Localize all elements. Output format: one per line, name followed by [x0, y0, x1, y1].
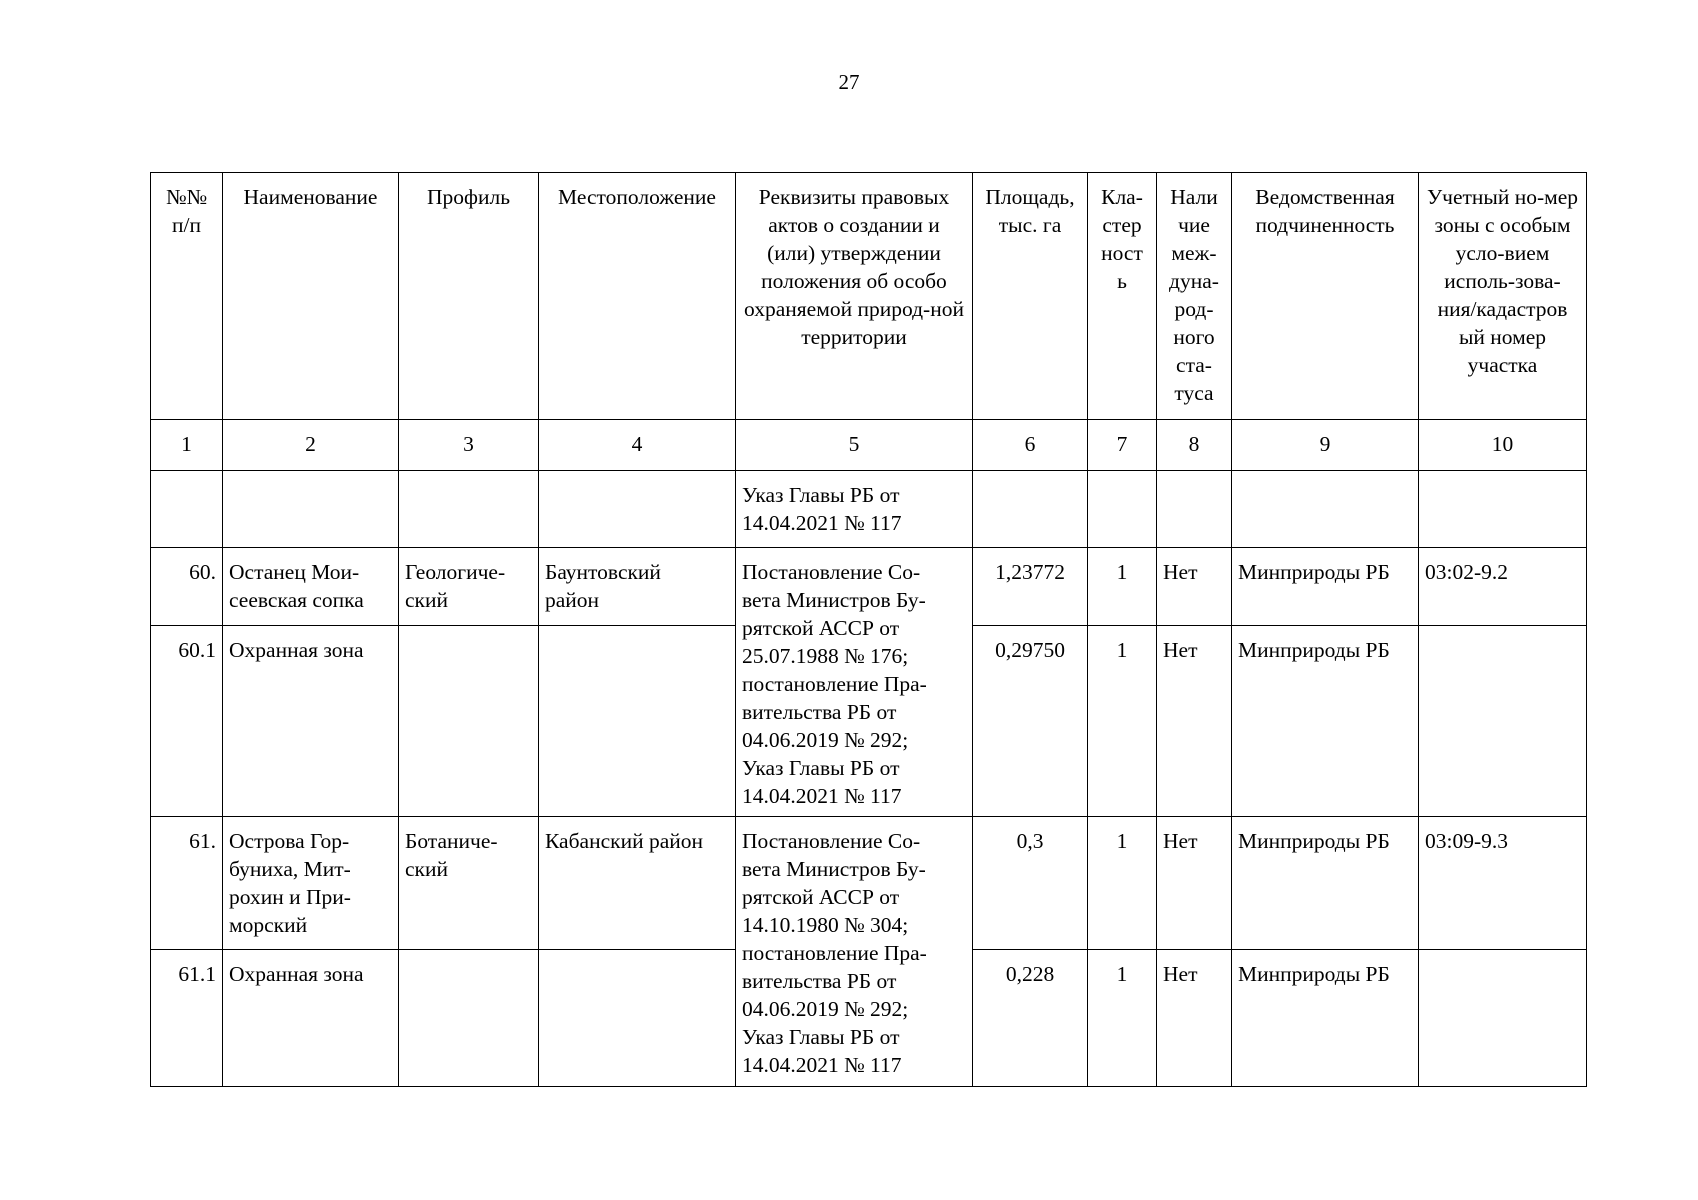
area-name: Останец Мои- сеевская сопка [223, 548, 399, 626]
empty-cell [151, 471, 223, 548]
area-profile [399, 626, 539, 817]
table-row-60 [151, 548, 1587, 626]
cluster-count: 1 [1088, 626, 1157, 817]
column-number: 7 [1088, 420, 1157, 471]
department: Минприроды РБ [1232, 950, 1419, 1087]
empty-cell [1088, 471, 1157, 548]
column-number-row [151, 420, 1587, 471]
row-number: 60.1 [151, 626, 223, 817]
empty-cell [223, 471, 399, 548]
header-cell-num: №№ п/п [151, 173, 223, 420]
column-number: 3 [399, 420, 539, 471]
protected-areas-table [150, 172, 1587, 1087]
registration-number: 03:09-9.3 [1419, 817, 1587, 950]
intl-status: Нет [1157, 548, 1232, 626]
header-cell-registration-number: Учетный но-мер зоны с особым усло-вием исполь-зова-ния/кадастров ый номер участка [1419, 173, 1587, 420]
row-number: 61. [151, 817, 223, 950]
table-header-row [151, 173, 1587, 420]
department: Минприроды РБ [1232, 626, 1419, 817]
registration-number [1419, 626, 1587, 817]
legal-acts-cell: Указ Главы РБ от 14.04.2021 № 117 [736, 471, 973, 548]
area-profile [399, 950, 539, 1087]
area-size: 0,29750 [973, 626, 1088, 817]
header-cell-area: Площадь, тыс. га [973, 173, 1088, 420]
header-cell-location: Местоположение [539, 173, 736, 420]
row-number: 61.1 [151, 950, 223, 1087]
table-row-continuation [151, 471, 1587, 548]
column-number: 10 [1419, 420, 1587, 471]
column-number: 8 [1157, 420, 1232, 471]
area-location: Баунтовский район [539, 548, 736, 626]
cluster-count: 1 [1088, 548, 1157, 626]
area-profile: Геологиче- ский [399, 548, 539, 626]
header-cell-department: Ведомственная подчиненность [1232, 173, 1419, 420]
header-cell-profile: Профиль [399, 173, 539, 420]
header-cell-name: Наименование [223, 173, 399, 420]
area-size: 0,228 [973, 950, 1088, 1087]
empty-cell [399, 471, 539, 548]
area-location [539, 626, 736, 817]
page-number: 27 [838, 70, 860, 94]
intl-status: Нет [1157, 950, 1232, 1087]
empty-cell [1232, 471, 1419, 548]
area-size: 0,3 [973, 817, 1088, 950]
intl-status: Нет [1157, 817, 1232, 950]
row-number: 60. [151, 548, 223, 626]
legal-acts-cell: Постановление Со- вета Министров Бу- рятской АССР от 14.10.1980 № 304; постановление Пра- вительства РБ от 04.06.2019 № 292; Указ Главы РБ от 14.04.2021 № 117 [736, 817, 973, 1087]
area-profile: Ботаниче- ский [399, 817, 539, 950]
department: Минприроды РБ [1232, 548, 1419, 626]
cluster-count: 1 [1088, 817, 1157, 950]
intl-status: Нет [1157, 626, 1232, 817]
column-number: 1 [151, 420, 223, 471]
header-cell-acts: Реквизиты правовых актов о создании и (или) утверждении положения об особо охраняемой природ-ной территории [736, 173, 973, 420]
header-cell-cluster: Кла-стер ност ь [1088, 173, 1157, 420]
empty-cell [973, 471, 1088, 548]
column-number: 2 [223, 420, 399, 471]
column-number: 9 [1232, 420, 1419, 471]
cluster-count: 1 [1088, 950, 1157, 1087]
empty-cell [539, 471, 736, 548]
area-location [539, 950, 736, 1087]
empty-cell [1157, 471, 1232, 548]
header-cell-intl-status: Нали чие меж-дуна-род-ного ста-туса [1157, 173, 1232, 420]
table-row-61 [151, 817, 1587, 950]
department: Минприроды РБ [1232, 817, 1419, 950]
area-name: Охранная зона [223, 950, 399, 1087]
column-number: 4 [539, 420, 736, 471]
area-name: Острова Гор- буниха, Мит- рохин и При- морский [223, 817, 399, 950]
area-location: Кабанский район [539, 817, 736, 950]
area-size: 1,23772 [973, 548, 1088, 626]
area-name: Охранная зона [223, 626, 399, 817]
column-number: 6 [973, 420, 1088, 471]
empty-cell [1419, 471, 1587, 548]
registration-number [1419, 950, 1587, 1087]
registration-number: 03:02-9.2 [1419, 548, 1587, 626]
legal-acts-cell: Постановление Со- вета Министров Бу- рятской АССР от 25.07.1988 № 176; постановление Пра- вительства РБ от 04.06.2019 № 292; Указ Главы РБ от 14.04.2021 № 117 [736, 548, 973, 817]
column-number: 5 [736, 420, 973, 471]
